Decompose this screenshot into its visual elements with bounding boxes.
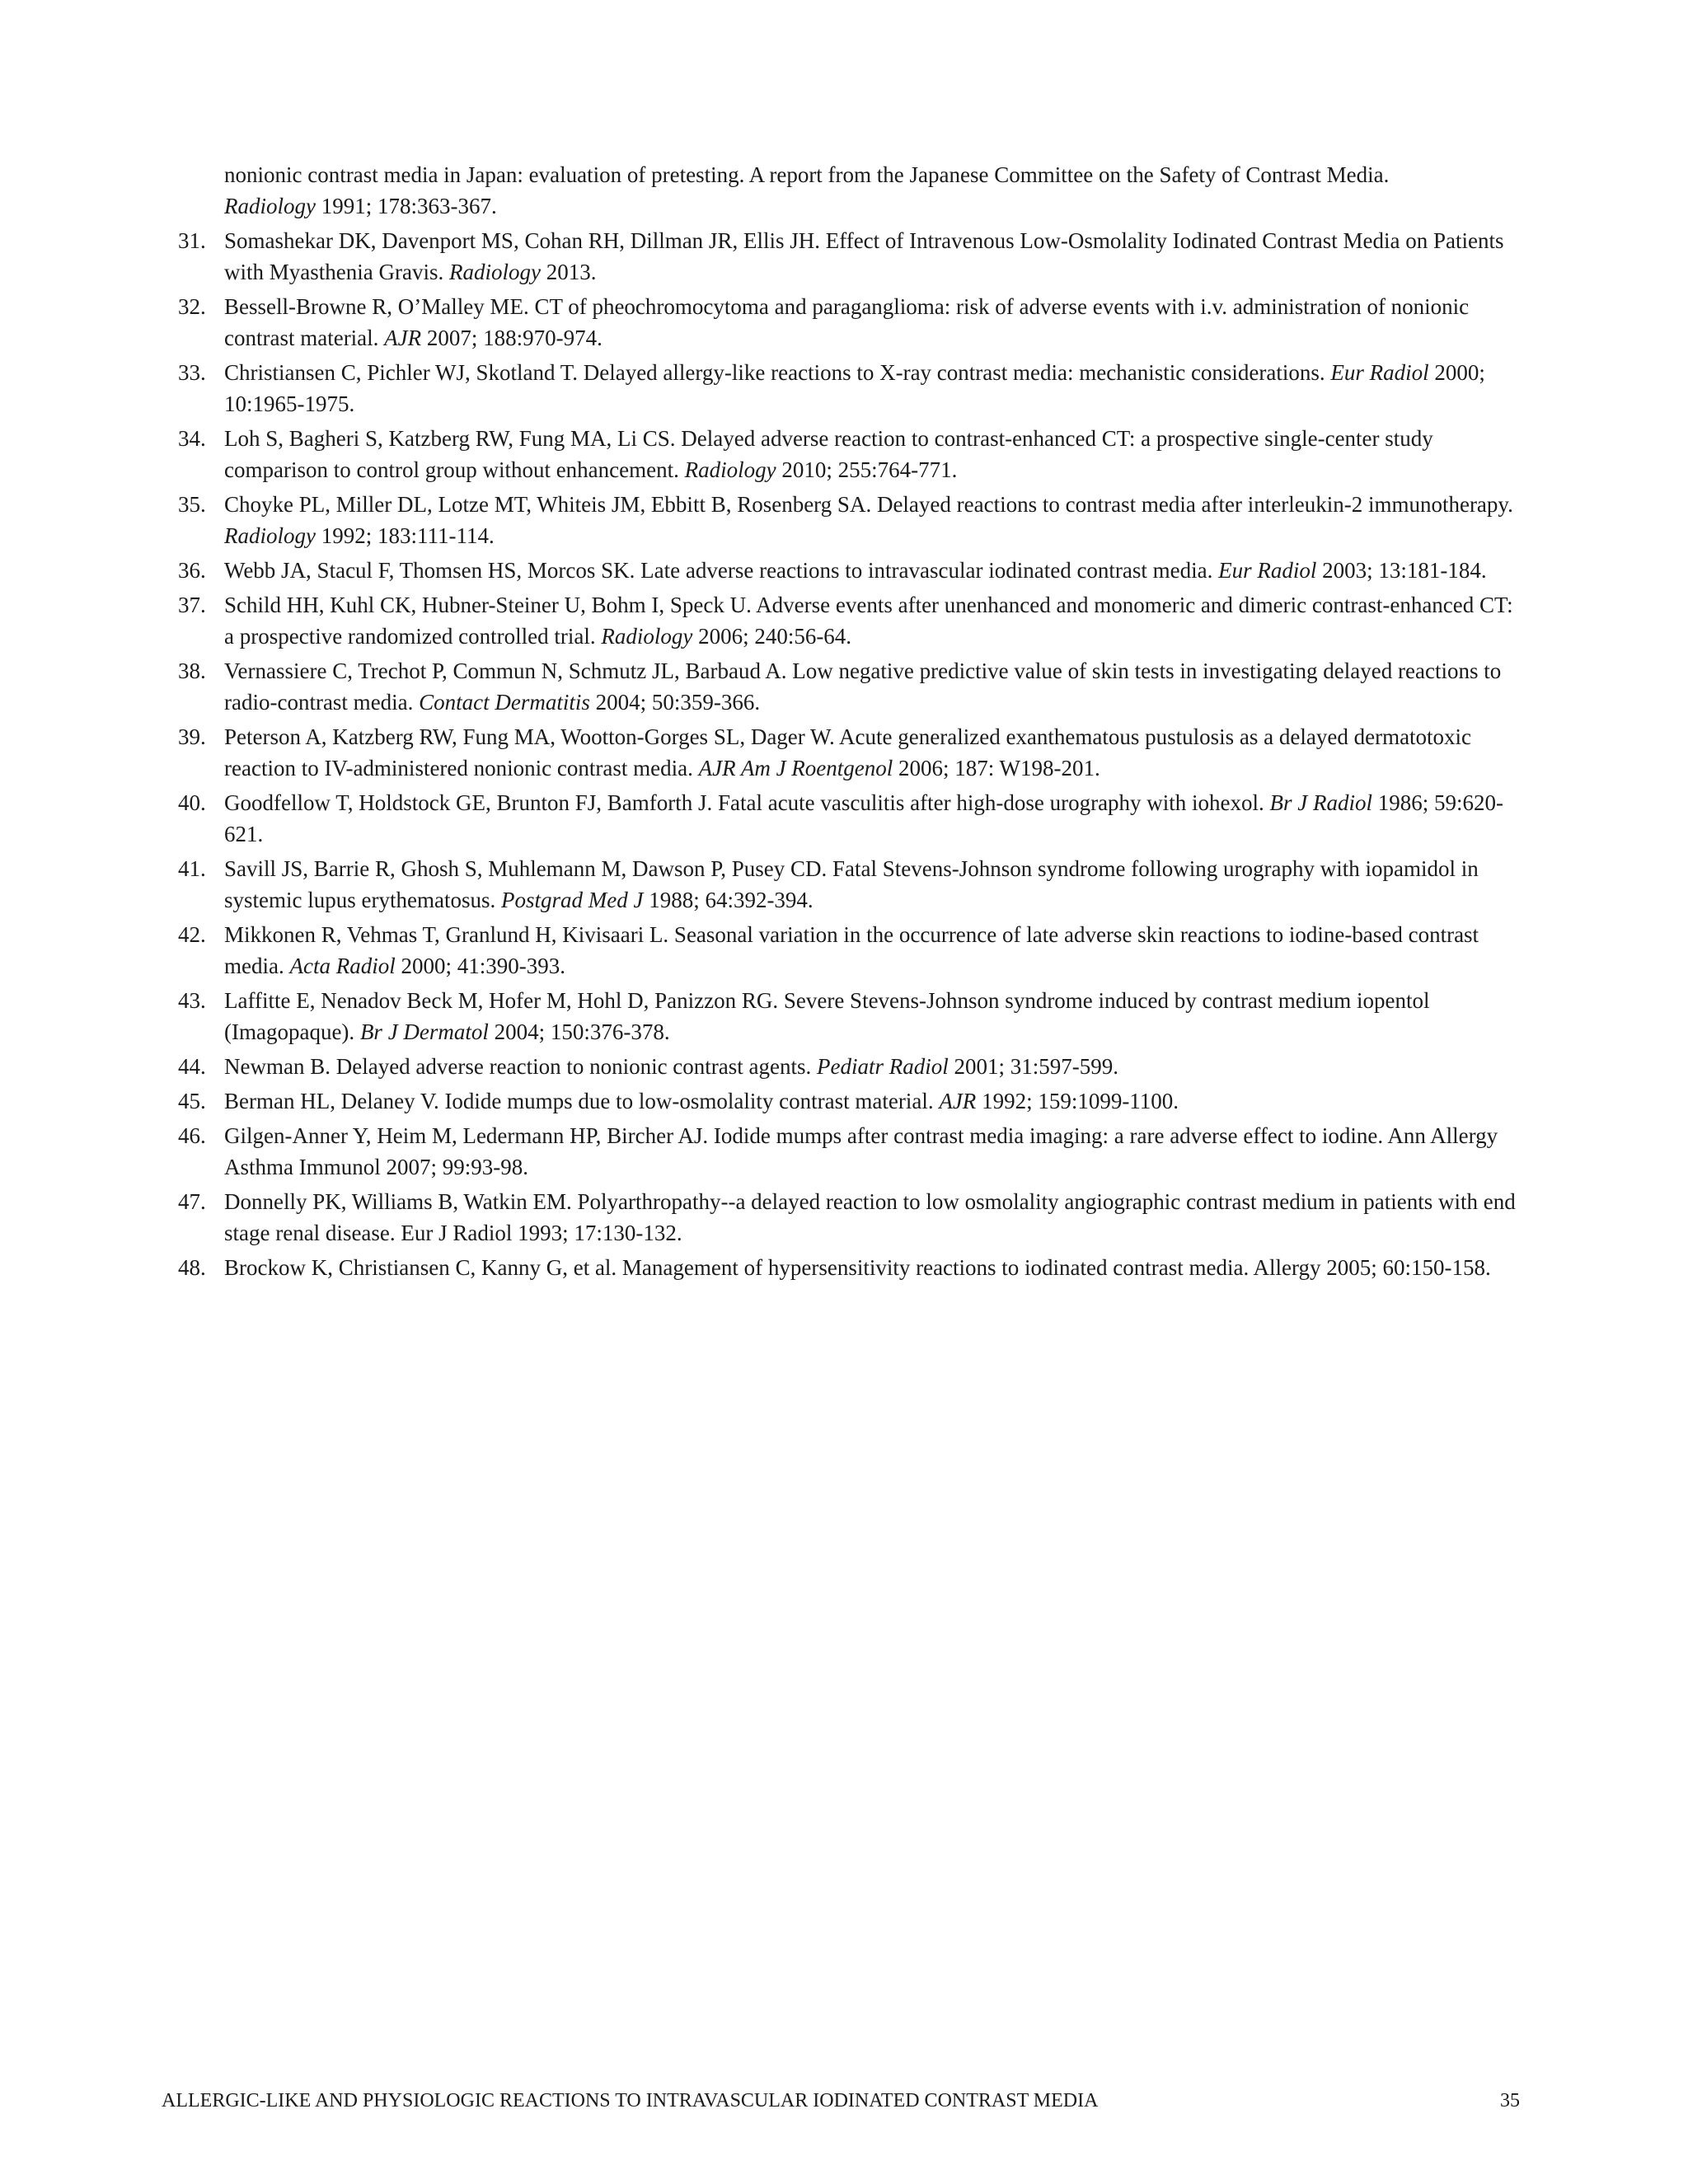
reference-text bbox=[224, 357, 1522, 419]
page-number: 35 bbox=[1500, 2090, 1520, 2111]
reference-authors-title: Gilgen-Anner Y, Heim M, Ledermann HP, Bircher AJ. Iodide mumps after contrast media imaging: a rare adverse effect to iodine. Ann Allergy Asthma Immunol 2007; 99:93-98. bbox=[224, 1123, 1498, 1179]
reference-citation: 2003; 13:181-184. bbox=[1316, 558, 1487, 583]
reference-authors-title: Goodfellow T, Holdstock GE, Brunton FJ, Bamforth J. Fatal acute vasculitis after high-dose urography with iohexol. bbox=[224, 790, 1270, 815]
reference-number: 34. bbox=[178, 426, 206, 451]
reference-citation: 2006; 240:56-64. bbox=[692, 624, 852, 649]
reference-authors-title: Christiansen C, Pichler WJ, Skotland T. Delayed allergy-like reactions to X-ray contrast media: mechanistic considerations. bbox=[224, 360, 1331, 385]
reference-list bbox=[162, 159, 1522, 1286]
reference-authors-title: Savill JS, Barrie R, Ghosh S, Muhlemann M, Dawson P, Pusey CD. Fatal Stevens-Johnson syndrome following urography with iopamidol in systemic lupus erythematosus. bbox=[224, 856, 1479, 912]
reference-text bbox=[224, 787, 1522, 850]
reference-citation: 1988; 64:392-394. bbox=[643, 888, 814, 912]
journal-name: Radiology bbox=[448, 260, 541, 284]
reference-number: 48. bbox=[178, 1255, 206, 1280]
journal-name: AJR Am J Roentgenol bbox=[698, 756, 893, 780]
journal-name: Eur Radiol bbox=[1218, 558, 1317, 583]
reference-authors-title: Bessell-Browne R, O’Malley ME. CT of pheochromocytoma and paraganglioma: risk of adverse events with i.v. administration of nonionic contrast material. bbox=[224, 294, 1470, 350]
reference-text bbox=[224, 423, 1522, 485]
reference-text bbox=[224, 1186, 1522, 1249]
reference-authors-title: Mikkonen R, Vehmas T, Granlund H, Kivisaari L. Seasonal variation in the occurrence of late adverse skin reactions to iodine-based contrast media. bbox=[224, 922, 1479, 978]
reference-citation: 2004; 50:359-366. bbox=[589, 690, 761, 715]
reference-number: 37. bbox=[178, 593, 206, 617]
journal-name: Pediatr Radiol bbox=[817, 1054, 949, 1079]
reference-citation: 2007; 188:970-974. bbox=[421, 326, 603, 350]
journal-name: Acta Radiol bbox=[289, 954, 396, 978]
reference-citation: 2006; 187: W198-201. bbox=[893, 756, 1100, 780]
reference-number: 31. bbox=[178, 228, 206, 253]
reference-items bbox=[162, 225, 1522, 1283]
reference-item bbox=[162, 489, 1522, 551]
reference-item bbox=[162, 1051, 1522, 1082]
reference-authors-title: Donnelly PK, Williams B, Watkin EM. Polyarthropathy--a delayed reaction to low osmolality angiographic contrast medium in patients with end stage renal disease. Eur J Radiol 1993; 17:130-132. bbox=[224, 1189, 1516, 1245]
reference-number: 38. bbox=[178, 658, 206, 683]
reference-authors-title: Schild HH, Kuhl CK, Hubner-Steiner U, Bohm I, Speck U. Adverse events after unenhanced and monomeric and dimeric contrast-enhanced CT: a prospective randomized controlled trial. bbox=[224, 593, 1513, 649]
reference-citation: 1992; 183:111-114. bbox=[315, 523, 495, 548]
journal-name: Contact Dermatitis bbox=[419, 690, 590, 715]
reference-authors-title: Loh S, Bagheri S, Katzberg RW, Fung MA, Li CS. Delayed adverse reaction to contrast-enhanced CT: a prospective single-center study comparison to control group without enhancement. bbox=[224, 426, 1433, 482]
reference-text bbox=[224, 1120, 1522, 1183]
reference-number: 39. bbox=[178, 724, 206, 749]
reference-text bbox=[224, 1085, 1522, 1117]
reference-item bbox=[162, 721, 1522, 784]
reference-number: 36. bbox=[178, 558, 206, 583]
reference-text bbox=[224, 1051, 1522, 1082]
reference-citation: 1991; 178:363-367. bbox=[315, 194, 497, 218]
reference-text bbox=[224, 291, 1522, 354]
reference-item bbox=[162, 985, 1522, 1047]
reference-authors-title: Peterson A, Katzberg RW, Fung MA, Wootton-Gorges SL, Dager W. Acute generalized exanthematous pustulosis as a delayed dermatotoxic reaction to IV-administered nonionic contrast media. bbox=[224, 724, 1472, 780]
reference-text bbox=[224, 853, 1522, 916]
reference-item bbox=[162, 589, 1522, 652]
reference-item bbox=[162, 423, 1522, 485]
running-title: ALLERGIC-LIKE AND PHYSIOLOGIC REACTIONS TO INTRAVASCULAR IODINATED CONTRAST MEDIA bbox=[162, 2090, 1099, 2111]
reference-item bbox=[162, 919, 1522, 982]
journal-name: Eur Radiol bbox=[1330, 360, 1429, 385]
journal-name: Br J Dermatol bbox=[359, 1019, 489, 1044]
reference-number: 45. bbox=[178, 1089, 206, 1113]
reference-number: 43. bbox=[178, 988, 206, 1013]
reference-number: 47. bbox=[178, 1189, 206, 1214]
reference-text bbox=[224, 1252, 1522, 1283]
reference-authors-title: Webb JA, Stacul F, Thomsen HS, Morcos SK. Late adverse reactions to intravascular iodinated contrast media. bbox=[224, 558, 1219, 583]
reference-item bbox=[162, 787, 1522, 850]
journal-name: Radiology bbox=[601, 624, 693, 649]
journal-name: Radiology bbox=[224, 194, 316, 218]
reference-authors-title: Berman HL, Delaney V. Iodide mumps due to low-osmolality contrast material. bbox=[224, 1089, 940, 1113]
reference-citation: 2010; 255:764-771. bbox=[776, 457, 958, 482]
reference-text: nonionic contrast media in Japan: evaluation of pretesting. A report from the Japanese Committee on the Safety of Contrast Media. bbox=[224, 162, 1390, 187]
reference-item bbox=[162, 357, 1522, 419]
journal-name: Radiology bbox=[224, 523, 316, 548]
page-footer bbox=[162, 2088, 1526, 2113]
reference-text bbox=[224, 655, 1522, 718]
reference-number: 33. bbox=[178, 360, 206, 385]
journal-name: Br J Radiol bbox=[1269, 790, 1373, 815]
reference-number: 40. bbox=[178, 790, 206, 815]
reference-text bbox=[224, 721, 1522, 784]
reference-item bbox=[162, 1186, 1522, 1249]
reference-number: 32. bbox=[178, 294, 206, 319]
reference-number: 41. bbox=[178, 856, 206, 881]
reference-text bbox=[224, 555, 1522, 586]
reference-citation: 2000; 41:390-393. bbox=[395, 954, 565, 978]
reference-item bbox=[162, 555, 1522, 586]
continued-reference bbox=[162, 159, 1522, 222]
reference-authors-title: Newman B. Delayed adverse reaction to nonionic contrast agents. bbox=[224, 1054, 818, 1079]
reference-authors-title: Somashekar DK, Davenport MS, Cohan RH, Dillman JR, Ellis JH. Effect of Intravenous Low-Osmolality Iodinated Contrast Media on Patients with Myasthenia Gravis. bbox=[224, 228, 1504, 284]
journal-name: AJR bbox=[384, 326, 422, 350]
reference-citation: 2013. bbox=[540, 260, 597, 284]
reference-authors-title: Brockow K, Christiansen C, Kanny G, et al. Management of hypersensitivity reactions to iodinated contrast media. Allergy 2005; 60:150-158. bbox=[224, 1255, 1491, 1280]
reference-text bbox=[224, 489, 1522, 551]
reference-number: 42. bbox=[178, 922, 206, 947]
reference-authors-title: Choyke PL, Miller DL, Lotze MT, Whiteis JM, Ebbitt B, Rosenberg SA. Delayed reactions to contrast media after interleukin-2 immunotherapy. bbox=[224, 492, 1513, 517]
journal-name: AJR bbox=[939, 1089, 977, 1113]
reference-text bbox=[224, 919, 1522, 982]
reference-item bbox=[162, 1120, 1522, 1183]
reference-text bbox=[224, 985, 1522, 1047]
reference-authors-title: Vernassiere C, Trechot P, Commun N, Schmutz JL, Barbaud A. Low negative predictive value of skin tests in investigating delayed reactions to radio-contrast media. bbox=[224, 658, 1502, 715]
reference-citation: 1986; 59:620-621. bbox=[224, 790, 1504, 846]
reference-item bbox=[162, 853, 1522, 916]
reference-item bbox=[162, 1085, 1522, 1117]
reference-authors-title: Laffitte E, Nenadov Beck M, Hofer M, Hohl D, Panizzon RG. Severe Stevens-Johnson syndrome induced by contrast medium iopentol (Imagopaque). bbox=[224, 988, 1430, 1044]
reference-citation: 2000; 10:1965-1975. bbox=[224, 360, 1485, 416]
reference-item bbox=[162, 225, 1522, 288]
journal-name: Postgrad Med J bbox=[500, 888, 644, 912]
reference-number: 44. bbox=[178, 1054, 206, 1079]
reference-citation: 2004; 150:376-378. bbox=[488, 1019, 670, 1044]
reference-number: 35. bbox=[178, 492, 206, 517]
reference-item bbox=[162, 655, 1522, 718]
reference-citation: 1992; 159:1099-1100. bbox=[976, 1089, 1179, 1113]
reference-text bbox=[224, 225, 1522, 288]
reference-item bbox=[162, 1252, 1522, 1283]
journal-name: Radiology bbox=[684, 457, 776, 482]
reference-citation: 2001; 31:597-599. bbox=[948, 1054, 1118, 1079]
reference-text bbox=[224, 589, 1522, 652]
reference-number: 46. bbox=[178, 1123, 206, 1148]
reference-item bbox=[162, 291, 1522, 354]
